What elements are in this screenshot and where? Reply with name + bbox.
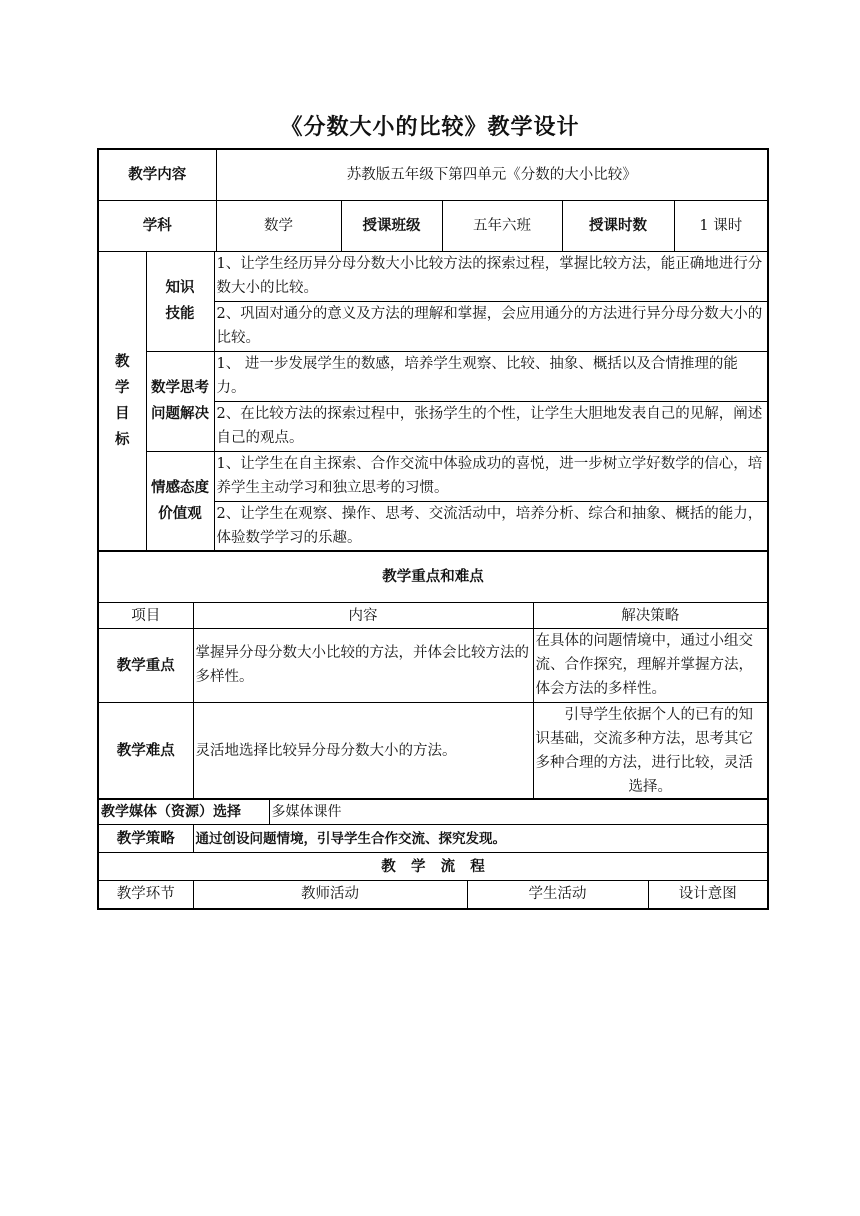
- media-value: 多媒体课件: [269, 799, 768, 825]
- objectives-label-char: 目: [115, 405, 130, 422]
- col-content-header: 内容: [193, 603, 533, 629]
- objective-item: 1、让学生经历异分母分数大小比较方法的探索过程，掌握比较方法，能正确地进行分数大小的比较。: [214, 251, 768, 301]
- subject-value: 数学: [216, 200, 341, 251]
- difficulty-label: 教学难点: [98, 703, 193, 800]
- hours-value: 1 课时: [674, 200, 768, 251]
- difficulty-strategy-text: 引导学生依据个人的已有的知识基础，交流多种方法，思考其它多种合理的方法，进行比较，灵活选择。: [535, 707, 753, 795]
- key-points-heading: 教学重点和难点: [98, 551, 768, 603]
- difficulty-content: 灵活地选择比较异分母分数大小的方法。: [193, 703, 533, 800]
- objective-group-label-line: 知识: [165, 280, 195, 296]
- objective-group-label: [146, 451, 214, 551]
- objective-group-label-line: 技能: [165, 306, 195, 322]
- objectives-label-char: 教: [115, 353, 130, 370]
- class-value: 五年六班: [442, 200, 562, 251]
- info-table: [97, 148, 769, 552]
- objectives-label: [98, 251, 146, 551]
- key-point-content: 掌握异分母分数大小比较的方法，并体会比较方法的多样性。: [193, 629, 533, 703]
- objective-group-label-line: 问题解决: [151, 406, 209, 422]
- objective-group-label-line: 价值观: [158, 505, 202, 522]
- difficulty-strategy: [533, 703, 768, 800]
- objective-item: 1、让学生在自主探索、合作交流中体验成功的喜悦，进一步树立学好数学的信心，培养学生主动学习和独立思考的习惯。: [214, 451, 768, 501]
- key-point-label: 教学重点: [98, 629, 193, 703]
- content-label: 教学内容: [98, 149, 216, 200]
- objective-item: 2、巩固对通分的意义及方法的理解和掌握，会应用通分的方法进行异分母分数大小的比较。: [214, 301, 768, 351]
- hours-label: 授课时数: [562, 200, 674, 251]
- process-col-student: 学生活动: [467, 881, 648, 909]
- key-points-table: [97, 550, 769, 800]
- objective-group-label: [146, 351, 214, 451]
- process-heading: 教 学 流 程: [98, 853, 768, 881]
- page-title: 《分数大小的比较》教学设计: [280, 115, 580, 140]
- objective-item: 2、在比较方法的探索过程中，张扬学生的个性，让学生大胆地发表自己的见解，阐述自己的观点。: [214, 401, 768, 451]
- objective-group-label-line: 数学思考: [151, 380, 209, 396]
- col-strategy-header: 解决策略: [533, 603, 768, 629]
- objective-item: 2、让学生在观察、操作、思考、交流活动中，培养分析、综合和抽象、概括的能力，体验数学学习的乐趣。: [214, 501, 768, 551]
- process-col-intent: 设计意图: [648, 881, 768, 909]
- process-table: [97, 798, 769, 910]
- objectives-label-char: 学: [115, 379, 130, 396]
- objective-group-label-line: 情感态度: [151, 479, 209, 496]
- strategy-label: 教学策略: [98, 825, 193, 853]
- col-item-header: 项目: [98, 603, 193, 629]
- process-col-stage: 教学环节: [98, 881, 193, 909]
- key-point-strategy: 在具体的问题情境中，通过小组交流、合作探究，理解并掌握方法，体会方法的多样性。: [533, 629, 768, 703]
- subject-label: 学科: [98, 200, 216, 251]
- process-col-teacher: 教师活动: [193, 881, 467, 909]
- objective-item: 1、 进一步发展学生的数感，培养学生观察、比较、抽象、概括以及合情推理的能力。: [214, 351, 768, 401]
- content-value: 苏教版五年级下第四单元《分数的大小比较》: [216, 149, 768, 200]
- media-label: 教学媒体（资源）选择: [98, 799, 269, 825]
- strategy-value: 通过创设问题情境，引导学生合作交流、探究发现。: [193, 825, 768, 853]
- class-label: 授课班级: [341, 200, 442, 251]
- objective-group-label: [146, 251, 214, 351]
- objectives-label-char: 标: [115, 431, 130, 448]
